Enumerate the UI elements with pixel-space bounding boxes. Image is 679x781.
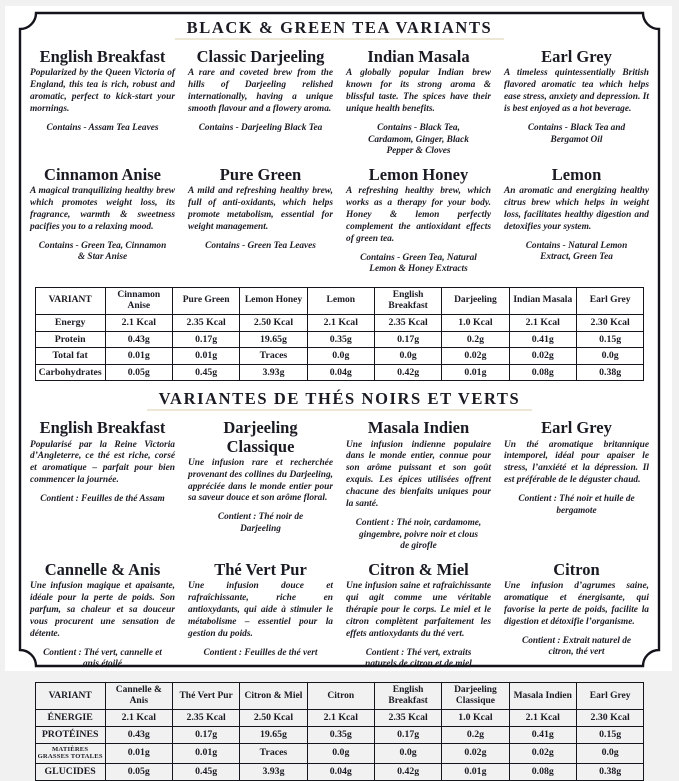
table-cell: 0.01g <box>105 743 172 764</box>
tea-description: Une infusion magique et apaisante, idéale pour la perte de poids. Son parfum, sa chaleur et sa douceur vous procurent une sensation de détente. <box>30 581 175 639</box>
nutrition-table-french <box>35 682 645 781</box>
tea-description: A refreshing healthy brew, which works as a therapy for your body. Honey & lemon perfectly complement the antioxidant effects of green tea. <box>346 185 491 244</box>
table-cell: 0.15g <box>576 331 643 348</box>
tea-card <box>30 160 175 278</box>
table-cell: 0.38g <box>576 364 643 381</box>
tea-card <box>504 160 649 278</box>
label-content <box>30 15 649 778</box>
tea-name: Masala Indien <box>367 418 470 438</box>
tea-ingredients: Contient : Thé noir de Darjeeling <box>217 512 304 534</box>
tea-card <box>346 42 491 160</box>
table-header-cell: English Breakfast <box>374 287 441 314</box>
english-tea-cards-grid <box>30 42 649 278</box>
section-title-english <box>30 18 649 38</box>
nutrition-table-english <box>35 287 645 382</box>
table-cell: 0.43g <box>105 331 172 348</box>
table-cell: 19.65g <box>240 726 307 743</box>
tea-card <box>504 555 649 673</box>
table-cell: 0.0g <box>576 348 643 365</box>
table-cell: 2.35 Kcal <box>172 710 239 727</box>
tea-card <box>188 42 333 160</box>
tea-ingredients: Contient : Thé vert, cannelle et anis étoilé <box>43 647 162 670</box>
row-label: GLUCIDES <box>35 764 105 781</box>
table-header-cell: Darjeeling <box>442 287 509 314</box>
tea-card <box>504 42 649 160</box>
table-header-cell: Masala Indien <box>509 683 576 710</box>
table-cell: 0.08g <box>509 764 576 781</box>
french-tea-cards-grid <box>30 413 649 673</box>
tea-card <box>346 160 491 278</box>
table-header-cell: Lemon <box>307 287 374 314</box>
table-cell: 2.30 Kcal <box>576 315 643 332</box>
tea-description: A magical tranquilizing healthy brew which promotes weight loss, its fragrance, warmth & sweetness pacifies you to a relaxing mood. <box>30 185 175 232</box>
table-cell: 0.01g <box>105 348 172 365</box>
tea-ingredients: Contient : Thé noir, cardamome, gingembre, poivre noir et clous de girofle <box>355 518 482 552</box>
tea-ingredients: Contient : Feuilles de thé Assam <box>40 494 165 505</box>
tea-description: A timeless quintessentially British flavored aromatic tea which helps ease stress, anxiety and depression. It is best enjoyed as a hot beverage. <box>504 68 649 114</box>
table-row <box>35 331 644 348</box>
table-cell: 0.35g <box>307 331 374 348</box>
table-row <box>35 764 644 781</box>
table-header-cell: VARIANT <box>35 683 105 710</box>
table-cell: 0.0g <box>307 743 374 764</box>
section-title-french-text: VARIANTES DE THÉS NOIRS ET VERTS <box>147 389 533 411</box>
table-row <box>35 710 644 727</box>
table-cell: 0.02g <box>509 743 576 764</box>
table-cell: 0.0g <box>374 348 441 365</box>
table-cell: 0.45g <box>172 364 239 381</box>
table-header-cell: Darjeeling Classique <box>442 683 509 710</box>
tea-card <box>504 413 649 555</box>
tea-card <box>346 413 491 555</box>
tea-ingredients: Contains - Green Tea Leaves <box>205 240 316 251</box>
table-cell: 0.42g <box>374 364 441 381</box>
table-header-cell: Citron & Miel <box>240 683 307 710</box>
table-cell: 0.05g <box>105 764 172 781</box>
table-cell: 1.0 Kcal <box>442 710 509 727</box>
tea-ingredients: Contains - Natural Lemon Extract, Green Tea <box>525 240 628 263</box>
tea-description: A mild and refreshing healthy brew, full of anti-oxidants, which helps promote metabolism, essential for weight management. <box>188 185 333 232</box>
tea-description: Une infusion indienne populaire dans le monde entier, connue pour son arôme puissant et son goût exquis. Les épices utilisées offrent chacune des bienfaits uniques pour la santé. <box>346 439 491 510</box>
tea-name: Earl Grey <box>541 418 612 438</box>
table-cell: 2.35 Kcal <box>374 315 441 332</box>
table-header-cell: Cannelle & Anis <box>105 683 172 710</box>
table-cell: 0.2g <box>442 331 509 348</box>
table-cell: 2.35 Kcal <box>172 315 239 332</box>
table-cell: Traces <box>240 743 307 764</box>
tea-ingredients: Contient : Extrait naturel de citron, thé vert <box>522 635 631 658</box>
section-title-english-text: BLACK & GREEN TEA VARIANTS <box>175 18 505 40</box>
tea-description: Popularized by the Queen Victoria of England, this tea is rich, robust and aromatic, perfect to kick-start your mornings. <box>30 68 175 114</box>
table-row <box>35 348 644 365</box>
tea-ingredients: Contains - Assam Tea Leaves <box>46 122 159 133</box>
table-cell: 0.05g <box>105 364 172 381</box>
tea-ingredients: Contient : Feuilles de thé vert <box>203 647 318 658</box>
tea-description: A globally popular Indian brew known for its strong aroma & blissful taste. The spices have their unique health benefits. <box>346 68 491 114</box>
tea-card <box>188 555 333 673</box>
row-label: Total fat <box>35 348 105 365</box>
table-header-cell: VARIANT <box>35 287 105 314</box>
tea-ingredients: Contient : Thé noir et huile de bergamote <box>518 494 635 516</box>
tea-name: Pure Green <box>219 164 302 184</box>
table-cell: 2.1 Kcal <box>307 710 374 727</box>
table-cell: 2.35 Kcal <box>374 710 441 727</box>
row-label: MATIÈRES GRASSES TOTALES <box>35 743 105 764</box>
tea-name: Earl Grey <box>541 47 612 66</box>
table-cell: 0.17g <box>172 726 239 743</box>
row-label: Carbohydrates <box>35 364 105 381</box>
table-cell: 0.01g <box>442 764 509 781</box>
table-cell: 2.1 Kcal <box>509 710 576 727</box>
tea-name: Indian Masala <box>367 47 470 66</box>
table-cell: 3.93g <box>240 364 307 381</box>
table-cell: 0.02g <box>442 743 509 764</box>
table-cell: 0.0g <box>374 743 441 764</box>
tea-name: Citron & Miel <box>368 559 469 579</box>
table-cell: 0.2g <box>442 726 509 743</box>
tea-card <box>30 42 175 160</box>
table-cell: 0.38g <box>576 764 643 781</box>
table-header-cell: Earl Grey <box>576 683 643 710</box>
table-cell: 3.93g <box>240 764 307 781</box>
table-cell: 0.42g <box>374 764 441 781</box>
table-header-cell: Pure Green <box>172 287 239 314</box>
tea-description: Une infusion d’agrumes saine, aromatique et énergisante, qui favorise la perte de poids, facilite la digestion et détoxifie l’organisme. <box>504 581 649 627</box>
table-cell: 0.35g <box>307 726 374 743</box>
tea-card <box>30 555 175 673</box>
tea-name: Classic Darjeeling <box>196 47 325 66</box>
table-cell: 0.04g <box>307 764 374 781</box>
tea-card <box>346 555 491 673</box>
table-cell: 2.50 Kcal <box>240 315 307 332</box>
tea-description: Popularisé par la Reine Victoria d’Angleterre, ce thé est riche, corsé et aromatique – parfait pour bien commencer la journée. <box>30 439 175 486</box>
table-cell: 0.17g <box>374 331 441 348</box>
table-header-cell: Citron <box>307 683 374 710</box>
table-header-cell: Indian Masala <box>509 287 576 314</box>
row-label: Protein <box>35 331 105 348</box>
tea-name: Citron <box>553 559 600 579</box>
tea-description: A rare and coveted brew from the hills of Darjeeling relished internationally, having a unique smooth flavour and a flowery aroma. <box>188 68 333 114</box>
table-cell: 0.08g <box>509 364 576 381</box>
tea-ingredients: Contains - Green Tea, Cinnamon & Star Anise <box>38 240 167 263</box>
tea-description: Une infusion rare et recherchée provenant des collines du Darjeeling, appréciée dans le monde entier pour sa saveur douce et son arôme floral. <box>188 457 333 504</box>
table-row <box>35 364 644 381</box>
table-cell: 2.30 Kcal <box>576 710 643 727</box>
tea-ingredients: Contient : Thé vert, extraits naturels de citron et de miel <box>365 647 472 670</box>
tea-description: Un thé aromatique britannique intemporel, idéal pour apaiser le stress, l’anxiété et la dépression. Il est préférable de le déguster chaud. <box>504 439 649 486</box>
tea-description: Une infusion saine et rafraîchissante qui agit comme une véritable thérapie pour le corps. Le miel et le citron complètent parfaitement les effets antioxydants du thé vert. <box>346 581 491 639</box>
tea-name: Cinnamon Anise <box>44 164 161 184</box>
tea-card <box>30 413 175 555</box>
table-cell: 1.0 Kcal <box>442 315 509 332</box>
tea-ingredients: Contains - Black Tea, Cardamom, Ginger, Black Pepper & Cloves <box>368 122 469 157</box>
row-label: ÉNERGIE <box>35 710 105 727</box>
table-header-cell: Cinnamon Anise <box>105 287 172 314</box>
table-cell: 0.04g <box>307 364 374 381</box>
section-title-french <box>30 389 649 409</box>
table-cell: 2.1 Kcal <box>105 710 172 727</box>
table-cell: 0.17g <box>172 331 239 348</box>
table-cell: 0.45g <box>172 764 239 781</box>
table-header-row <box>35 287 644 314</box>
table-cell: 2.1 Kcal <box>509 315 576 332</box>
table-cell: 0.01g <box>442 364 509 381</box>
table-cell: Traces <box>240 348 307 365</box>
table-cell: 2.1 Kcal <box>307 315 374 332</box>
row-label: PROTÉINES <box>35 726 105 743</box>
table-cell: 0.0g <box>307 348 374 365</box>
table-cell: 0.01g <box>172 743 239 764</box>
table-row <box>35 743 644 764</box>
table-row <box>35 726 644 743</box>
tea-name: Cannelle & Anis <box>44 559 161 579</box>
tea-ingredients: Contains - Darjeeling Black Tea <box>198 122 323 133</box>
row-label: Energy <box>35 315 105 332</box>
tea-name: Thé Vert Pur <box>214 559 307 579</box>
tea-name: Darjeeling Classique <box>223 418 298 456</box>
tea-name: English Breakfast <box>39 418 166 438</box>
table-cell: 0.02g <box>509 348 576 365</box>
table-cell: 0.43g <box>105 726 172 743</box>
table-cell: 0.41g <box>509 726 576 743</box>
tea-card <box>188 160 333 278</box>
table-header-cell: Lemon Honey <box>240 287 307 314</box>
table-cell: 0.17g <box>374 726 441 743</box>
tea-name: Lemon <box>551 164 602 184</box>
tea-card <box>188 413 333 555</box>
table-header-row <box>35 683 644 710</box>
tea-name: English Breakfast <box>39 47 166 66</box>
table-cell: 2.1 Kcal <box>105 315 172 332</box>
tea-description: Une infusion douce et rafraîchissante, riche en antioxydants, qui aide à stimuler le métabolisme – essentiel pour la gestion du poids. <box>188 581 333 639</box>
table-row <box>35 315 644 332</box>
table-cell: 0.01g <box>172 348 239 365</box>
tea-ingredients: Contains - Green Tea, Natural Lemon & Honey Extracts <box>360 252 477 275</box>
table-header-cell: Earl Grey <box>576 287 643 314</box>
tea-description: An aromatic and energizing healthy citrus brew which helps in weight loss, facilitates healthy digestion and detoxifies your system. <box>504 185 649 232</box>
table-cell: 0.41g <box>509 331 576 348</box>
table-header-cell: English Breakfast <box>374 683 441 710</box>
table-cell: 2.50 Kcal <box>240 710 307 727</box>
table-cell: 0.15g <box>576 726 643 743</box>
table-cell: 0.02g <box>442 348 509 365</box>
tea-name: Lemon Honey <box>368 164 469 184</box>
table-header-cell: Thé Vert Pur <box>172 683 239 710</box>
table-cell: 19.65g <box>240 331 307 348</box>
table-cell: 0.0g <box>576 743 643 764</box>
tea-ingredients: Contains - Black Tea and Bergamot Oil <box>527 122 626 145</box>
